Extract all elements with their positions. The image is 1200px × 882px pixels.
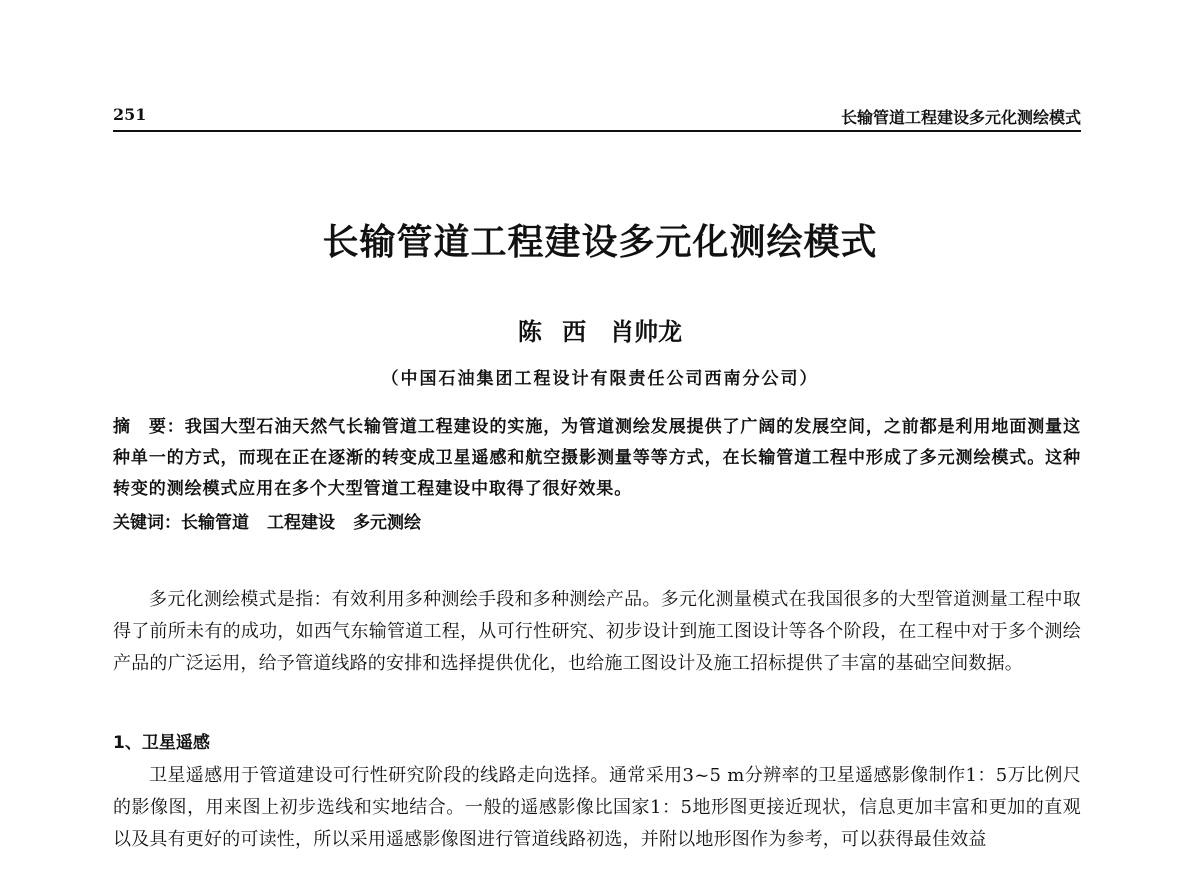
body-paragraph: 多元化测绘模式是指：有效利用多种测绘手段和多种测绘产品。多元化测量模式在我国很多的大型管道测量工程中取得了前所未有的成功，如西气东输管道工程，从可行性研究、初步设计到施工图设计等各个阶段，在工程中对于多个测绘产品的广泛运用，给予管道线路的安排和选择提供优化，也给施工图设计及施工招标提供了丰富的基础空间数据。 <box>113 589 1081 674</box>
abstract-label: 摘 要： <box>113 417 185 437</box>
keywords <box>113 508 1081 538</box>
keyword-item: 工程建设 <box>267 513 335 533</box>
keyword-item: 多元测绘 <box>353 513 421 533</box>
keywords-label: 关键词： <box>113 513 181 533</box>
running-title: 长输管道工程建设多元化测绘模式 <box>840 108 1081 127</box>
paper-title: 长输管道工程建设多元化测绘模式 <box>322 222 878 263</box>
keyword-item: 长输管道 <box>181 513 249 533</box>
section-heading: 1、卫星遥感 <box>113 733 210 753</box>
abstract <box>113 412 1081 505</box>
page-number: 251 <box>113 105 147 124</box>
authors: 陈 西 肖帅龙 <box>517 318 683 346</box>
affiliation: （中国石油集团工程设计有限责任公司西南分公司） <box>381 369 819 389</box>
abstract-text: 我国大型石油天然气长输管道工程建设的实施，为管道测绘发展提供了广阔的发展空间，之前都是利用地面测量这种单一的方式，而现在正在逐渐的转变成卫星遥感和航空摄影测量等等方式，在长输管道工程中形成了多元测绘模式。这种转变的测绘模式应用在多个大型管道工程建设中取得了很好效果。 <box>113 417 1082 499</box>
page-header <box>113 100 1081 132</box>
body-paragraph: 卫星遥感用于管道建设可行性研究阶段的线路走向选择。通常采用3~5 m分辨率的卫星遥感影像制作1：5万比例尺的影像图，用来图上初步选线和实地结合。一般的遥感影像比国家1：5地形图更接近现状，信息更加丰富和更加的直观以及具有更好的可读性，所以采用遥感影像图进行管道线路初选，并附以地形图作为参考，可以获得最佳效益 <box>113 765 1081 850</box>
